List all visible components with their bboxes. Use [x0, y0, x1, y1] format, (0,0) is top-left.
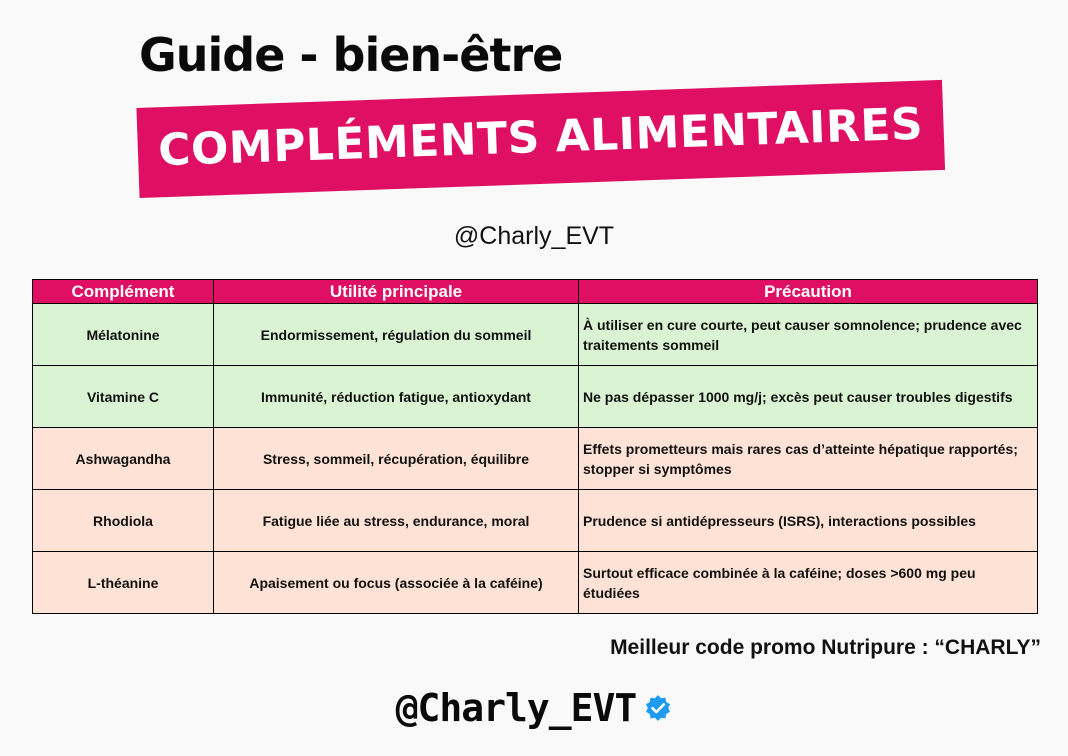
promo-code-text: Meilleur code promo Nutripure : “CHARLY”: [610, 636, 1041, 659]
footer-handle: @Charly_EVT: [395, 686, 637, 730]
cell-caution: À utiliser en cure courte, peut causer somnolence; prudence avec traitements sommeil: [579, 304, 1038, 366]
table-row: [33, 490, 1038, 552]
table-row: [33, 366, 1038, 428]
cell-use: Immunité, réduction fatigue, antioxydant: [214, 366, 579, 428]
table-header-row: [33, 280, 1038, 304]
verified-badge-icon: [644, 694, 672, 722]
cell-use: Apaisement ou focus (associée à la caféine): [214, 552, 579, 614]
cell-supplement: Mélatonine: [33, 304, 214, 366]
column-header-supplement: Complément: [33, 280, 214, 304]
cell-supplement: L-théanine: [33, 552, 214, 614]
cell-use: Fatigue liée au stress, endurance, moral: [214, 490, 579, 552]
cell-use: Endormissement, régulation du sommeil: [214, 304, 579, 366]
table-row: [33, 552, 1038, 614]
cell-caution: Ne pas dépasser 1000 mg/j; excès peut causer troubles digestifs: [579, 366, 1038, 428]
column-header-use: Utilité principale: [214, 280, 579, 304]
title-banner: [136, 80, 945, 198]
table-row: [33, 428, 1038, 490]
table-row: [33, 304, 1038, 366]
banner-text: COMPLÉMENTS ALIMENTAIRES: [157, 98, 924, 176]
cell-caution: Prudence si antidépresseurs (ISRS), interactions possibles: [579, 490, 1038, 552]
footer: [0, 686, 1068, 730]
column-header-caution: Précaution: [579, 280, 1038, 304]
supplements-table: [32, 279, 1038, 614]
cell-caution: Effets prometteurs mais rares cas d’atteinte hépatique rapportés; stopper si symptômes: [579, 428, 1038, 490]
cell-caution: Surtout efficace combinée à la caféine; doses >600 mg peu étudiées: [579, 552, 1038, 614]
page-title: Guide - bien-être: [139, 28, 563, 82]
cell-use: Stress, sommeil, récupération, équilibre: [214, 428, 579, 490]
author-handle: @Charly_EVT: [453, 222, 615, 250]
cell-supplement: Ashwagandha: [33, 428, 214, 490]
cell-supplement: Vitamine C: [33, 366, 214, 428]
cell-supplement: Rhodiola: [33, 490, 214, 552]
